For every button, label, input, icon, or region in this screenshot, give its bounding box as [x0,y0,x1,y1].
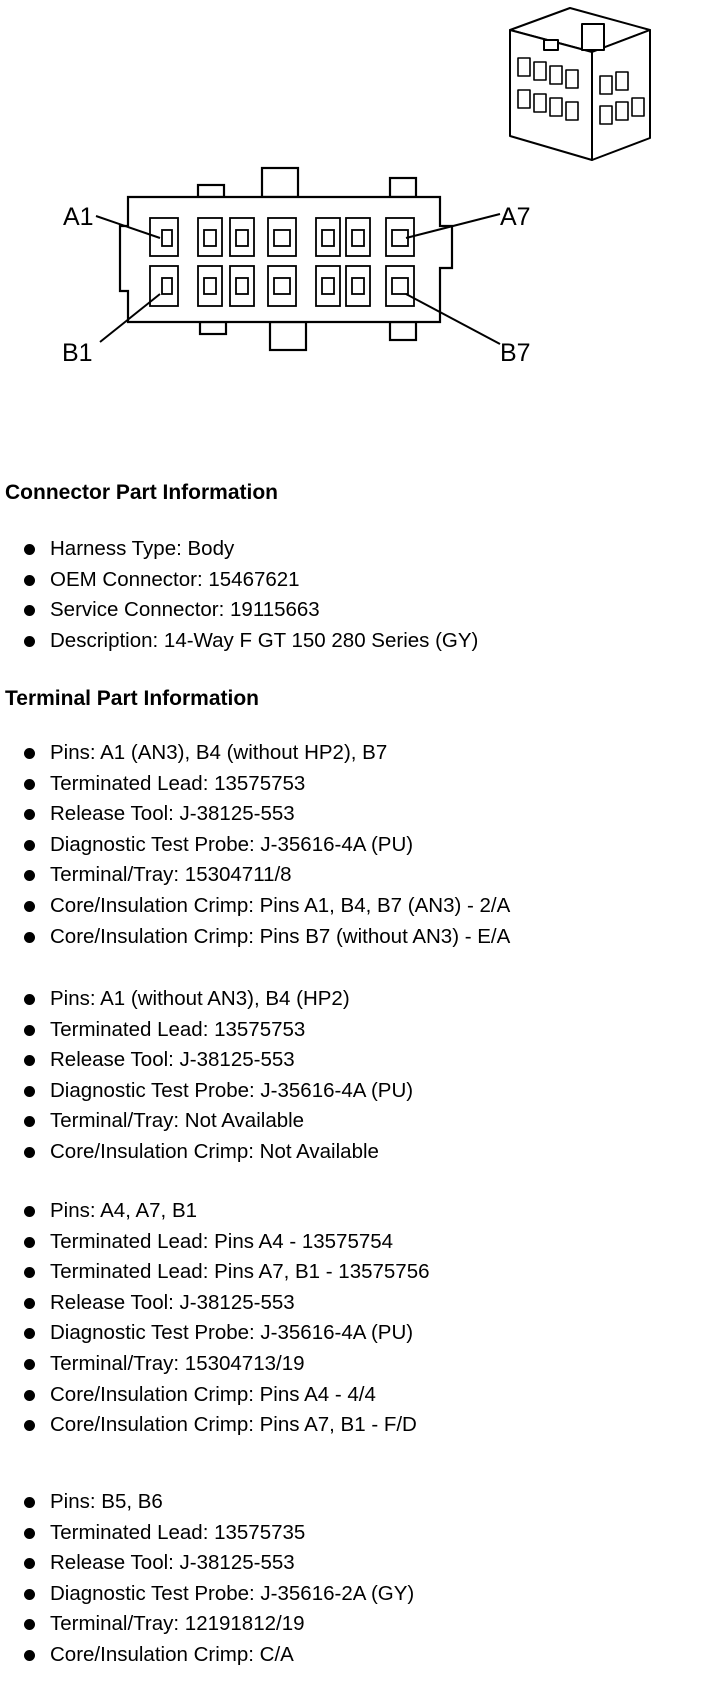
bullet-icon [24,1206,35,1217]
list-item: Core/Insulation Crimp: C/A [0,1640,414,1671]
bullet-icon [24,779,35,790]
list-item: Core/Insulation Crimp: Pins A4 - 4/4 [0,1380,430,1411]
bullet-icon [24,1025,35,1036]
pin-label-a7: A7 [500,203,531,231]
bullet-icon [24,605,35,616]
bullet-icon [24,1328,35,1339]
bullet-icon [24,1237,35,1248]
bullet-icon [24,1650,35,1661]
list-item: Release Tool: J-38125-553 [0,799,510,830]
bullet-icon [24,870,35,881]
bullet-icon [24,1086,35,1097]
list-item: Release Tool: J-38125-553 [0,1045,413,1076]
bullet-icon [24,901,35,912]
terminal-group-4 [0,1487,414,1671]
pin-label-b1: B1 [62,339,93,367]
list-item: Terminated Lead: 13575753 [0,1015,413,1046]
list-item: Terminal/Tray: 15304713/19 [0,1349,430,1380]
bullet-icon [24,1619,35,1630]
pin-label-a1: A1 [63,203,94,231]
terminal-group-2 [0,984,413,1168]
bullet-icon [24,1298,35,1309]
connector-diagram [0,0,704,410]
bullet-icon [24,1528,35,1539]
list-item: Core/Insulation Crimp: Not Available [0,1137,413,1168]
list-item: Terminal/Tray: Not Available [0,1106,413,1137]
bullet-icon [24,1558,35,1569]
list-item: Terminated Lead: 13575753 [0,769,510,800]
bullet-icon [24,1497,35,1508]
connector-part-information-heading: Connector Part Information [5,481,279,504]
bullet-icon [24,1359,35,1370]
list-item: Release Tool: J-38125-553 [0,1548,414,1579]
list-item: Diagnostic Test Probe: J-35616-4A (PU) [0,1318,430,1349]
connector-isometric-illustration [510,8,650,160]
bullet-icon [24,1589,35,1600]
list-item: Pins: A1 (without AN3), B4 (HP2) [0,984,413,1015]
bullet-icon [24,1420,35,1431]
bullet-icon [24,575,35,586]
bullet-icon [24,1147,35,1158]
bullet-icon [24,932,35,943]
bullet-icon [24,840,35,851]
list-item: OEM Connector: 15467621 [0,565,478,596]
terminal-group-3 [0,1196,430,1441]
list-item: Terminal/Tray: 12191812/19 [0,1609,414,1640]
list-item: Pins: A1 (AN3), B4 (without HP2), B7 [0,738,510,769]
list-item: Description: 14-Way F GT 150 280 Series (GY) [0,626,478,657]
list-item: Core/Insulation Crimp: Pins A1, B4, B7 (AN3) - 2/A [0,891,510,922]
list-item: Diagnostic Test Probe: J-35616-4A (PU) [0,830,510,861]
terminal-group-1 [0,738,510,952]
list-item: Harness Type: Body [0,534,478,565]
bullet-icon [24,544,35,555]
bullet-icon [24,1390,35,1401]
list-item: Terminal/Tray: 15304711/8 [0,860,510,891]
list-item: Terminated Lead: Pins A4 - 13575754 [0,1227,430,1258]
bullet-icon [24,809,35,820]
bullet-icon [24,994,35,1005]
list-item: Terminated Lead: Pins A7, B1 - 13575756 [0,1257,430,1288]
list-item: Diagnostic Test Probe: J-35616-2A (GY) [0,1579,414,1610]
list-item: Pins: B5, B6 [0,1487,414,1518]
bullet-icon [24,748,35,759]
list-item: Service Connector: 19115663 [0,595,478,626]
bullet-icon [24,1267,35,1278]
connector-part-information-list [0,534,478,656]
bullet-icon [24,636,35,647]
list-item: Terminated Lead: 13575735 [0,1518,414,1549]
list-item: Core/Insulation Crimp: Pins B7 (without AN3) - E/A [0,922,510,953]
pin-label-b7: B7 [500,339,531,367]
list-item: Core/Insulation Crimp: Pins A7, B1 - F/D [0,1410,430,1441]
connector-face [120,168,452,350]
list-item: Release Tool: J-38125-553 [0,1288,430,1319]
list-item: Diagnostic Test Probe: J-35616-4A (PU) [0,1076,413,1107]
terminal-part-information-heading: Terminal Part Information [5,687,259,710]
bullet-icon [24,1116,35,1127]
bullet-icon [24,1055,35,1066]
list-item: Pins: A4, A7, B1 [0,1196,430,1227]
